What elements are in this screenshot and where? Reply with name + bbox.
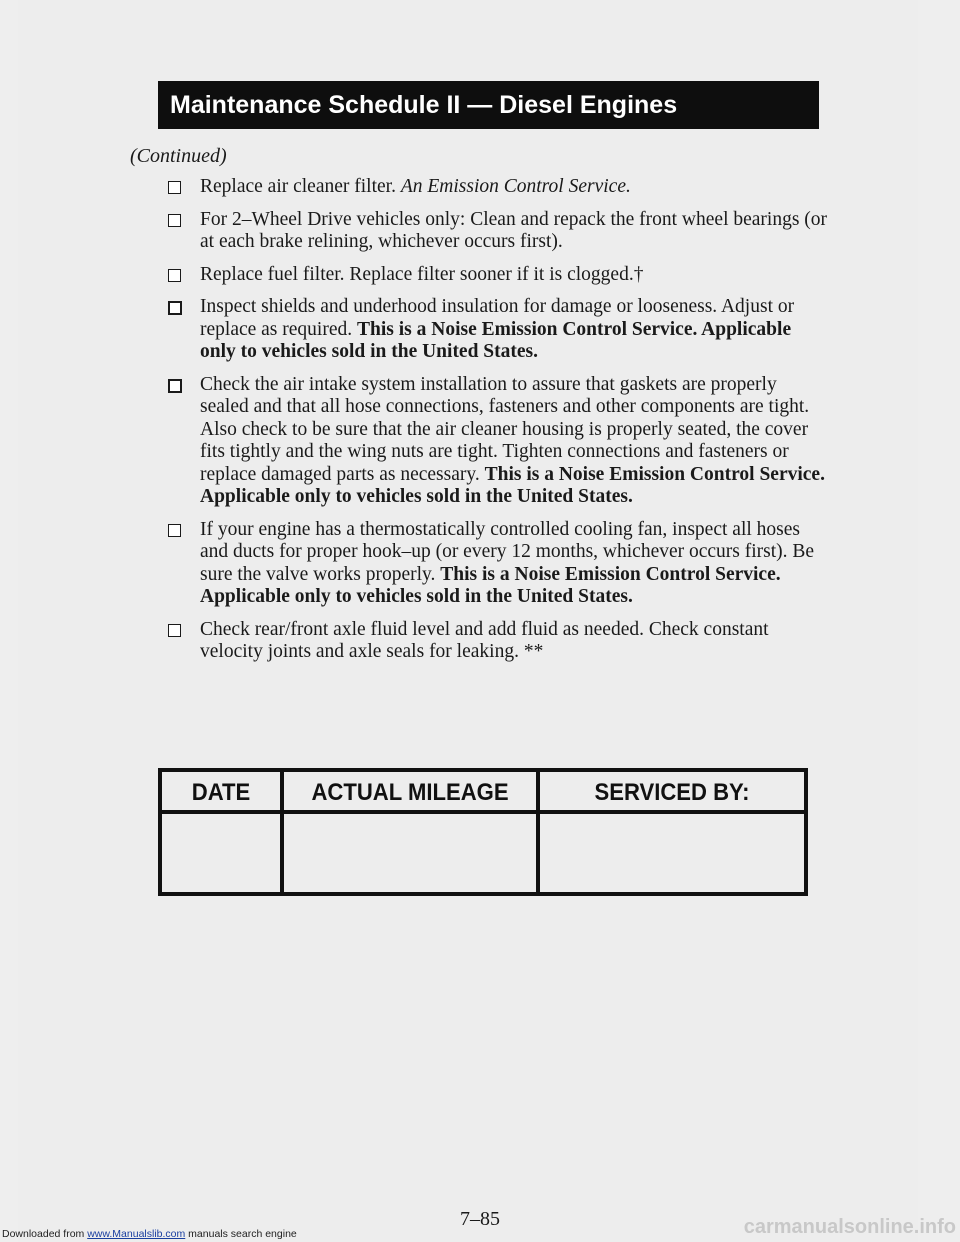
checkbox[interactable] [168, 524, 181, 537]
mileage-entry-cell[interactable] [284, 814, 536, 892]
column-header-serviced-by: SERVICED BY: [594, 779, 750, 806]
checklist-item [168, 296, 828, 364]
item-text: Replace air cleaner filter. [200, 176, 401, 197]
item-text: Check the air intake system installation to assure that gaskets are properly sealed and that all hose connections, fasteners and other components are tight. Also check to be sure that the air cleaner housing is properly seated, the cover fits tightly and the wing nuts are tight. Tighten connections and fasteners or replace damaged parts as necessary. [200, 373, 810, 485]
checkbox[interactable] [168, 379, 182, 393]
page-number: 7–85 [460, 1208, 500, 1230]
date-entry-cell[interactable] [162, 814, 280, 892]
checkbox[interactable] [168, 214, 181, 227]
section-title-banner: Maintenance Schedule II — Diesel Engines [158, 81, 819, 129]
download-footer [2, 1228, 297, 1240]
footer-suffix: manuals search engine [185, 1228, 297, 1240]
maintenance-checklist [168, 176, 828, 674]
item-bold-text: This is a Noise Emission Control Service. Applicable only to vehicles sold in the United States. [200, 563, 781, 607]
item-bold-text: This is a Noise Emission Control Service. Applicable only to vehicles sold in the United States. [200, 463, 825, 507]
checklist-item [168, 209, 828, 254]
checkbox[interactable] [168, 269, 181, 282]
item-bold-text: This is a Noise Emission Control Service. Applicable only to vehicles sold in the United States. [200, 318, 792, 362]
item-text: Replace fuel filter. Replace filter sooner if it is clogged.† [200, 263, 644, 285]
item-text: Inspect shields and underhood insulation for damage or looseness. Adjust or replace as required. [200, 296, 795, 340]
column-header-date: DATE [191, 779, 251, 806]
item-text: Check rear/front axle fluid level and add fluid as needed. Check constant velocity joints and axle seals for leaking. ** [200, 618, 769, 662]
footer-prefix: Downloaded from [2, 1228, 88, 1240]
checkbox[interactable] [168, 624, 181, 637]
item-italic-text: An Emission Control Service. [400, 176, 631, 197]
checklist-item [168, 176, 828, 199]
checklist-item [168, 374, 828, 509]
column-header-actual-mileage: ACTUAL MILEAGE [311, 779, 509, 806]
serviced-by-entry-cell[interactable] [540, 814, 804, 892]
item-text: If your engine has a thermostatically controlled cooling fan, inspect all hoses and ducts for proper hook–up (or every 12 months, whichever occurs first). Be sure the valve works properly. [200, 518, 815, 585]
watermark-text: carmanualsonline.info [743, 1216, 956, 1238]
manualslib-link[interactable]: www.Manualslib.com [87, 1228, 186, 1240]
checkbox[interactable] [168, 181, 181, 194]
continued-label: (Continued) [130, 145, 227, 167]
checklist-item [168, 519, 828, 609]
service-log-table [158, 768, 808, 896]
checklist-item [168, 264, 828, 287]
checklist-item [168, 619, 828, 664]
item-text: For 2–Wheel Drive vehicles only: Clean and repack the front wheel bearings (or at each brake relining, whichever occurs first). [200, 208, 828, 252]
checkbox[interactable] [168, 301, 182, 315]
